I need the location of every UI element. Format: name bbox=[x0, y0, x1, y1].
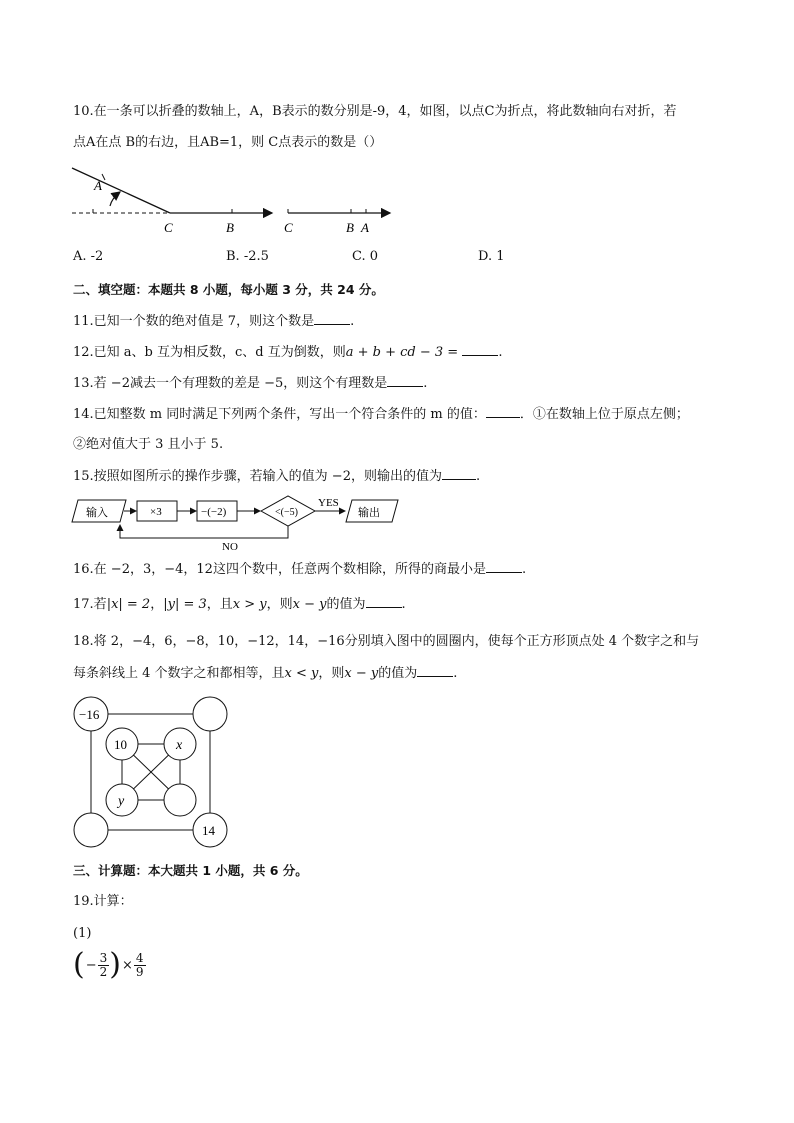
q17-text-c: ，则 bbox=[266, 597, 293, 612]
q12-expr: a + b + cd − 3 = bbox=[345, 345, 459, 360]
q13: 13.若 −2减去一个有理数的差是 −5，则这个有理数是 . bbox=[73, 376, 428, 391]
q18-square-figure bbox=[72, 696, 232, 852]
q18-line2: 每条斜线上 4 个数字之和都相等，且x < y，则x − y的值为 . bbox=[73, 666, 458, 681]
q17-text-b: ，且 bbox=[206, 597, 233, 612]
q14-blank bbox=[486, 405, 520, 418]
flow-yes: YES bbox=[318, 497, 339, 509]
q12-text: 12.已知 a、b 互为相反数，c、d 互为倒数，则 bbox=[73, 345, 346, 360]
q19-expression: ( − $\frac{3}{2}$ ) × $\frac{4}{9}$ bbox=[73, 947, 144, 982]
q17-text-a: 17.若 bbox=[73, 597, 107, 612]
q16-blank bbox=[486, 560, 522, 573]
q17-cond: x > y bbox=[232, 597, 267, 612]
q17-text-d: 的值为 bbox=[326, 597, 366, 612]
label-inner-bl: y bbox=[118, 794, 125, 809]
q13-text: 13.若 −2减去一个有理数的差是 −5，则这个有理数是 bbox=[73, 376, 388, 391]
fig2-label-c: C bbox=[284, 220, 293, 235]
fig2-label-b: B bbox=[346, 220, 354, 235]
section-3-heading: 三、计算题：本大题共 1 小题，共 6 分。 bbox=[73, 863, 308, 878]
q16-text: 16.在 −2，3，−4，12这四个数中，任意两个数相除，所得的商最小是 bbox=[73, 562, 486, 577]
flow-step2: −(−2) bbox=[201, 506, 227, 518]
label-inner-tl: 10 bbox=[114, 737, 127, 752]
q13-blank bbox=[387, 374, 423, 387]
fraction-4-9 bbox=[134, 952, 146, 979]
times-sign: × bbox=[121, 957, 133, 973]
label-outer-tl: −16 bbox=[79, 707, 100, 722]
q10-option-b: B. -2.5 bbox=[226, 249, 269, 264]
fig-label-a: A bbox=[94, 178, 102, 193]
q19-title: 19.计算： bbox=[73, 894, 133, 909]
q12: 12.已知 a、b 互为相反数，c、d 互为倒数，则a + b + cd − 3 = . bbox=[73, 345, 503, 360]
frac2-den: 9 bbox=[135, 964, 144, 979]
fig-label-c: C bbox=[164, 220, 173, 235]
q15: 15.按照如图所示的操作步骤，若输入的值为 −2，则输出的值为 . bbox=[73, 469, 481, 484]
q14-cond1: ①在数轴上位于原点左侧； bbox=[532, 407, 689, 422]
q18-cond: x < y bbox=[284, 666, 319, 681]
q18-blank bbox=[417, 664, 453, 677]
q10-option-d: D. 1 bbox=[478, 249, 505, 264]
q10-option-a: A. -2 bbox=[73, 249, 104, 264]
q18-text-a: 每条斜线上 4 个数字之和都相等，且 bbox=[73, 666, 285, 681]
q19-part: (1) bbox=[73, 926, 92, 941]
q15-flowchart bbox=[70, 494, 410, 554]
q18-line1: 18.将 2，−4，6，−8，10，−12，14，−16分别填入图中的圆圈内，使每个正方形顶点处 4 个数字之和与 bbox=[73, 634, 700, 649]
frac2-num: 4 bbox=[135, 950, 144, 965]
label-inner-tr: x bbox=[176, 738, 183, 753]
fig2-label-a: A bbox=[361, 220, 369, 235]
q11-blank bbox=[314, 312, 350, 325]
q12-blank bbox=[462, 343, 498, 356]
q18-expr: x − y bbox=[344, 666, 379, 681]
q17: 17.若|x| = 2，|y| = 3，且x > y，则x − y的值为 . bbox=[73, 597, 406, 612]
q17-abs-x: |x| = 2 bbox=[106, 597, 151, 612]
q17-sep: ， bbox=[150, 597, 164, 612]
q17-expr: x − y bbox=[292, 597, 327, 612]
q10-line2: 点A在点 B的右边，且AB=1，则 C点表示的数是（） bbox=[73, 135, 383, 150]
q18-text-b: ，则 bbox=[318, 666, 345, 681]
flow-no: NO bbox=[222, 541, 238, 553]
q15-text: 15.按照如图所示的操作步骤，若输入的值为 −2，则输出的值为 bbox=[73, 469, 442, 484]
fig-label-b: B bbox=[226, 220, 234, 235]
frac1-num: 3 bbox=[99, 950, 108, 965]
flow-condition: <(−5) bbox=[275, 507, 298, 518]
fraction-3-2 bbox=[98, 952, 110, 979]
q10-option-c: C. 0 bbox=[352, 249, 379, 264]
q14-line2: ②绝对值大于 3 且小于 5. bbox=[73, 437, 224, 452]
section-2-heading: 二、填空题：本题共 8 小题，每小题 3 分，共 24 分。 bbox=[73, 282, 384, 297]
q11-text: 11.已知一个数的绝对值是 7，则这个数是 bbox=[73, 314, 315, 329]
circle-outer-bl bbox=[74, 813, 108, 847]
flow-input: 输入 bbox=[86, 507, 108, 519]
q11: 11.已知一个数的绝对值是 7，则这个数是 . bbox=[73, 314, 355, 329]
q14-line1: 14.已知整数 m 同时满足下列两个条件，写出一个符合条件的 m 的值： ．①在数轴上位于原点左侧； bbox=[73, 407, 689, 422]
flow-output: 输出 bbox=[358, 507, 380, 519]
circle-outer-tr bbox=[193, 697, 227, 731]
label-outer-br: 14 bbox=[202, 823, 215, 838]
flow-step1: ×3 bbox=[150, 506, 162, 518]
q10-number-line-figure bbox=[60, 160, 400, 240]
frac1-den: 2 bbox=[99, 964, 108, 979]
q16: 16.在 −2，3，−4，12这四个数中，任意两个数相除，所得的商最小是 . bbox=[73, 562, 527, 577]
q14-text: 14.已知整数 m 同时满足下列两个条件，写出一个符合条件的 m 的值： bbox=[73, 407, 486, 422]
q10-line1: 10.在一条可以折叠的数轴上，A，B表示的数分别是-9，4，如图，以点C为折点，将此数轴向右对折，若 bbox=[73, 104, 677, 119]
q18-text-c: 的值为 bbox=[378, 666, 418, 681]
circle-inner-br bbox=[164, 784, 196, 816]
q17-abs-y: |y| = 3 bbox=[163, 597, 207, 612]
q17-blank bbox=[366, 595, 402, 608]
q15-blank bbox=[442, 467, 476, 480]
